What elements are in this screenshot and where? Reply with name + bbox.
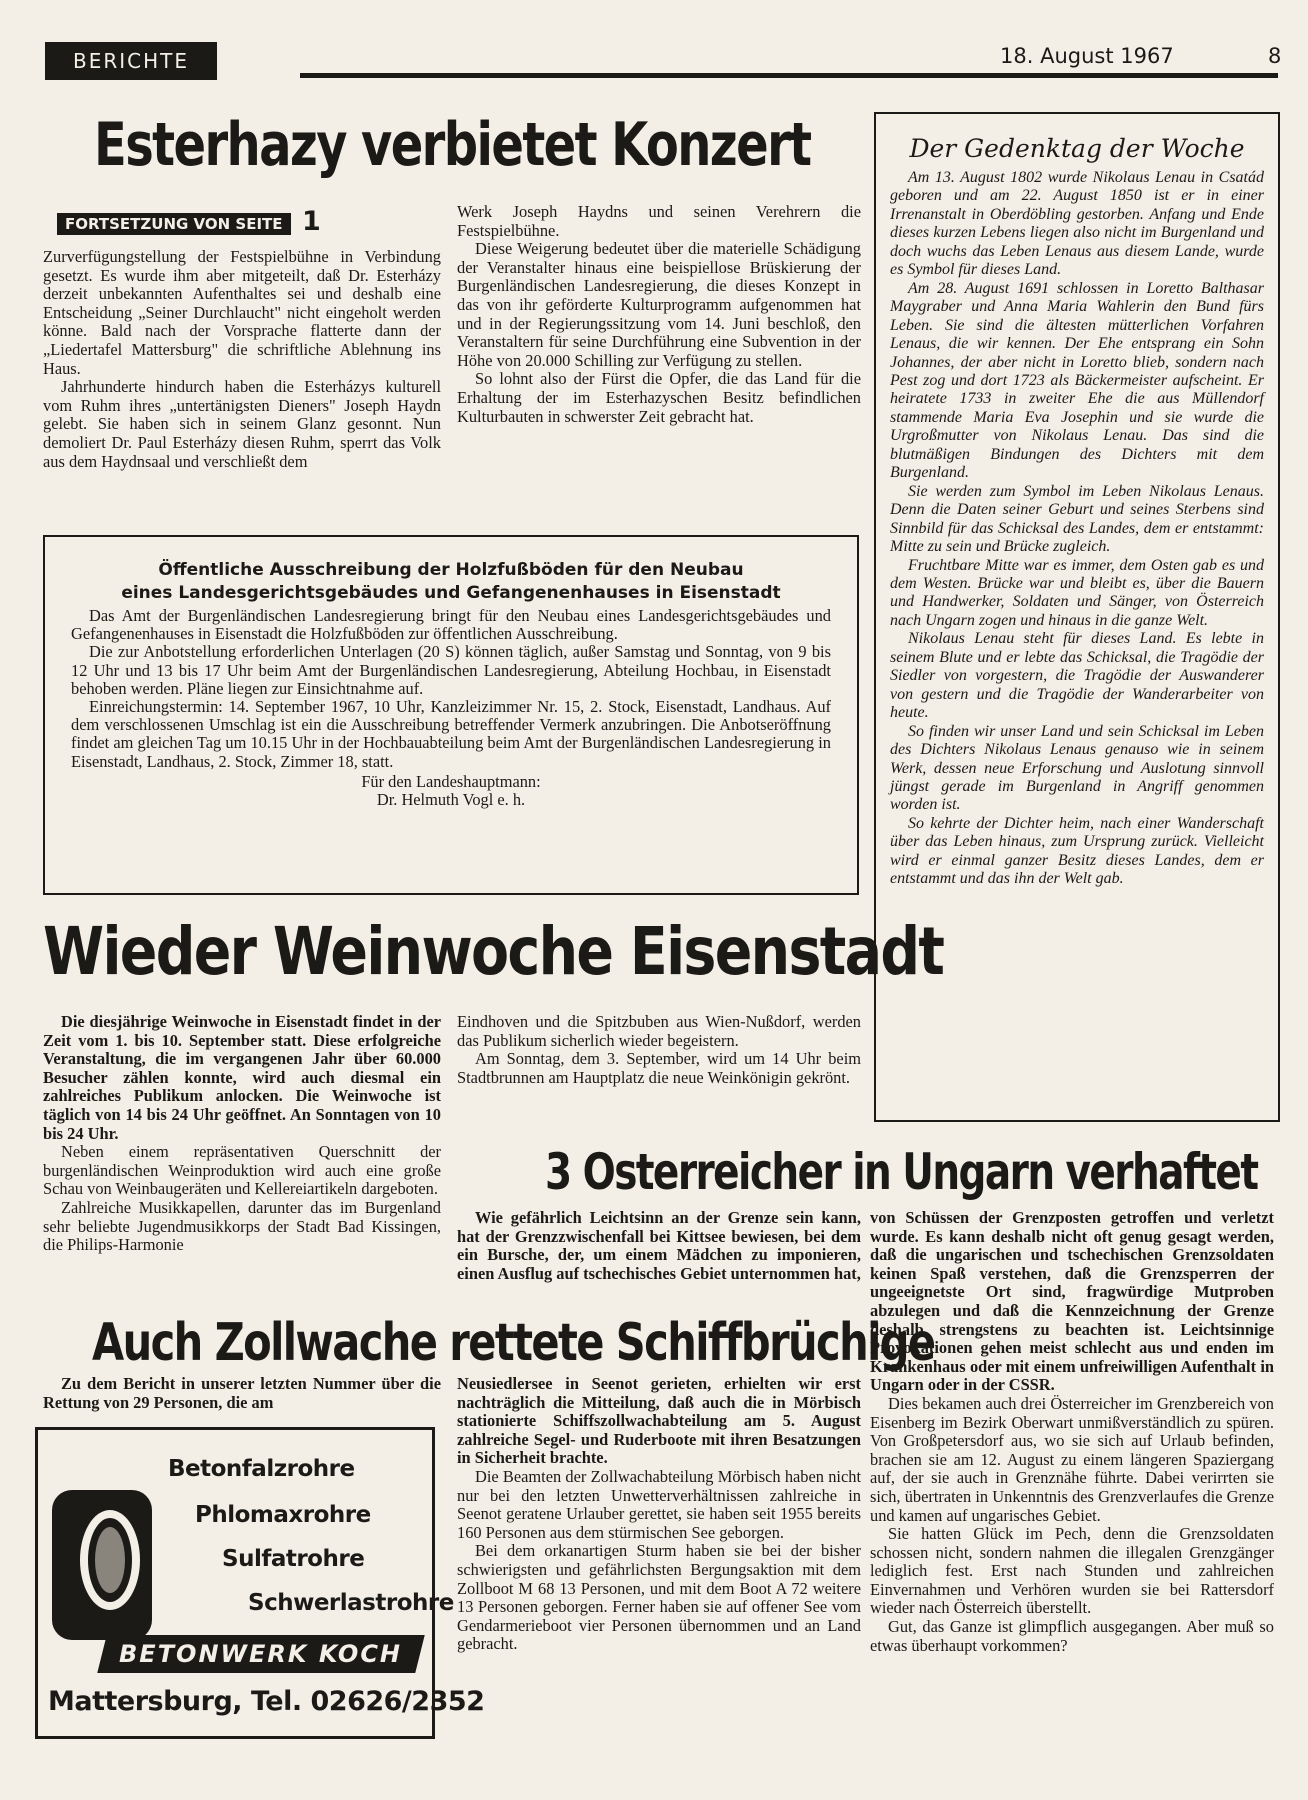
paragraph: Die zur Anbotstellung erforderlichen Unterlagen (20 S) können täglich, außer Samstag und Sonntag, von 9 bis 12 Uhr und 13 bis 17 Uhr beim Amt der Burgenländischen Landesregierung, Abteilung Hochbau, in Eisenstadt behoben werden. Pläne liegen zur Einsichtnahme auf. <box>71 642 831 698</box>
continuation-label: FORTSETZUNG VON SEITE <box>65 215 283 233</box>
tender-notice <box>43 535 859 895</box>
paragraph: Am Sonntag, dem 3. September, wird um 14 Uhr beim Stadtbrunnen am Hauptplatz die neue Weinkönigin gekrönt. <box>457 1049 861 1087</box>
paragraph: So lohnt also der Fürst die Opfer, die das Land für die Erhaltung der im Esterhazyschen Besitz befindlichen Kulturbauten in schwerster Zeit gebracht hat. <box>457 369 861 426</box>
gedenktag-body <box>890 169 1264 889</box>
lead-paragraph: Zu dem Bericht in unserer letzten Nummer über die Rettung von 29 Personen, die am <box>43 1374 441 1412</box>
ad-line1: Betonfalzrohre <box>168 1456 355 1482</box>
article4-headline: Auch Zollwache rettete Schiffbrüchige <box>92 1313 935 1373</box>
ad-contact: Mattersburg, Tel. 02626/2352 <box>48 1686 485 1717</box>
paragraph: Diese Weigerung bedeutet über die materielle Schädigung der Veranstalter hinaus eine beispiellose Brüskierung der Burgenländischen Landesregierung, die dieses Konzept in das von ihr geförderte Kulturprogramm aufgenommen hat und in der Regierungssitzung vom 14. Juni beschloß, den Veranstaltern für seine Durchführung eine Subvention in der Höhe von 20.000 Schilling zur Verfügung zu stellen. <box>457 239 861 370</box>
notice-title-line2: eines Landesgerichtsgebäudes und Gefangenenhauses in Eisenstadt <box>121 583 781 603</box>
continuation-tag <box>57 213 291 235</box>
notice-signature <box>71 773 831 809</box>
paragraph: Das Amt der Burgenländischen Landesregierung bringt für den Neubau eines Landesgerichtsgebäudes und Gefangenenhauses in Eisenstadt die Holzfußböden zur öffentlichen Ausschreibung. <box>71 606 831 644</box>
article1-col1 <box>43 248 441 471</box>
article4-lead-col1 <box>43 1375 441 1412</box>
page-number: 8 <box>1268 44 1282 68</box>
company-name: BETONWERK KOCH <box>119 1640 403 1668</box>
paragraph: Zahlreiche Musikkapellen, darunter das im Burgenland sehr beliebte Jugendmusikkorps der Stadt Bad Kissingen, die Philips-Harmonie <box>43 1197 441 1255</box>
article2-col2 <box>457 1013 861 1087</box>
paragraph: Dies bekamen auch drei Österreicher im Grenzbereich von Eisenberg im Bezirk Oberwart unmißverständlich zu spüren. Von Großpetersdorf aus, wo sie sich auf Urlaub befinden, brachen sie am 12. August zu einem längeren Spaziergang auf, der sie auch in Grenznähe führte. Dabei verirrten sie sich, übertraten in Unkenntnis des Grenzverlaufes die Grenze und kamen auf ungarisches Gebiet. <box>870 1393 1274 1525</box>
gedenktag-title: Der Gedenktag der Woche <box>909 134 1245 163</box>
notice-body <box>71 607 831 771</box>
ad-line2: Phlomaxrohre <box>195 1502 371 1528</box>
lead-paragraph: Die diesjährige Weinwoche in Eisenstadt findet in der Zeit vom 1. bis 10. September statt. Diese erfolgreiche Veranstaltung, die im vergangenen Jahr über 60.000 Besucher zählen konnte, wird auch diesmal ein zahlreiches Publikum anlocken. Die Weinwoche ist täglich von 14 bis 24 Uhr geöffnet. An Sonntagen von 10 bis 24 Uhr. <box>43 1012 441 1143</box>
paragraph: So kehrte der Dichter heim, nach einer Wanderschaft über das Leben hinaus, zum Ursprung zurück. Vielleicht wird er einmal ganzer Besitz dieses Landes, dem er entstammt und das ihn der Welt gab. <box>890 814 1264 888</box>
advertisement <box>35 1427 485 1739</box>
paragraph: Sie werden zum Symbol im Leben Nikolaus Lenaus. Denn die Daten seiner Geburt und seines Sterbens sind Sinnbild für das Schicksal des Landes, dem er entstammt: Mitte zu sein und Brücke zugleich. <box>890 482 1264 556</box>
paragraph: Einreichungstermin: 14. September 1967, 10 Uhr, Kanzleizimmer Nr. 15, 2. Stock, Eisenstadt, Landhaus. Auf dem verschlossenen Umschlag ist ein die Ausschreibung betreffender Vermerk anzubringen. Die Anbotseröffnung findet am gleichen Tag um 10.15 Uhr in der Hochbauabteilung beim Amt der Burgenländischen Landesregierung in Eisenstadt, Landhaus, 2. Stock, Zimmer 18, statt. <box>71 697 831 771</box>
paragraph: Nikolaus Lenau steht für dieses Land. Es lebte in seinem Blute und er lebte das Schicksal, die Tragödie der Siedler von vorgestern, die Tragödie der Auswanderer von gestern und die Tragödie der Wanderarbeiter von heute. <box>890 630 1264 722</box>
paragraph: Zurverfügungstellung der Festspielbühne in Verbindung gesetzt. Es wurde ihm aber mitgeteilt, daß Dr. Esterházy derzeit unbekannten Aufenthaltes sei und deshalb eine Entscheidung „Seiner Durchlaucht" nicht eingeholt werden könne. Bald nach der Vorsprache flatterte dann der „Liedertafel Mattersburg" die schriftliche Ablehnung ins Haus. <box>43 247 441 378</box>
article3-lead-col1 <box>457 1209 861 1283</box>
paragraph: Neben einem repräsentativen Querschnitt der burgenländischen Weinproduktion wird auch eine große Schau von Weinbaugeräten und Kellereiartikeln dargeboten. <box>43 1142 441 1199</box>
company-banner <box>97 1635 424 1673</box>
article3-headline: 3 Osterreicher in Ungarn verhaftet <box>545 1143 1258 1201</box>
paragraph: Gut, das Ganze ist glimpflich ausgegangen. Aber muß so etwas überhaupt vorkommen? <box>870 1617 1274 1655</box>
ad-line3: Sulfatrohre <box>222 1546 365 1572</box>
paragraph: Jahrhunderte hindurch haben die Esterházys kulturell vom Ruhm ihres „untertänigsten Dieners" Joseph Haydn gelebt. Sie haben sich in seinem Glanz gesonnt. Nun demoliert Dr. Paul Esterházy diesen Ruhm, sperrt das Volk aus dem Haydnsaal und verschließt dem <box>43 377 441 471</box>
article4-col2 <box>457 1375 861 1654</box>
article1-col2 <box>457 203 861 426</box>
paragraph: Eindhoven und die Spitzbuben aus Wien-Nußdorf, werden das Publikum sicherlich wieder begeistern. <box>457 1012 861 1050</box>
pipe-illustration <box>52 1490 152 1640</box>
article2-headline: Wieder Weinwoche Eisenstadt <box>43 913 944 990</box>
notice-title-line1: Öffentliche Ausschreibung der Holzfußböden für den Neubau <box>158 560 744 580</box>
header-rule <box>300 73 1278 78</box>
paragraph: Am 28. August 1691 schlossen in Loretto Balthasar Maygraber und Anna Maria Wahlerin den Bund fürs Leben. Sie sind die ältesten mütterlichen Vorfahren Lenaus, die wir kennen. Der Ehe entsprang ein Sohn Johannes, der aber nicht in Loretto blieb, sondern nach Pest zog und dort 1723 als Bäckermeister aufscheint. Er heiratete 1733 in zweiter Ehe die aus Müllendorf stammende Maria Eva Josephin und sie wurde die Urgroßmutter von Nikolaus Lenau. Das sind die blutmäßigen Bindungen des Dichters mit dem Burgenland. <box>890 279 1264 482</box>
section-label: BERICHTE <box>72 49 189 73</box>
paragraph: So finden wir unser Land und sein Schicksal im Leben des Dichters Nikolaus Lenaus genauso wie in seinem Werk, dessen neue Erforschung und Auslotung sinnvoll jüngst gerade im Burgenland in Angriff genommen worden ist. <box>890 722 1264 814</box>
paragraph: Bei dem orkanartigen Sturm haben sie bei der bisher schwierigsten und gefährlichsten Bergungsaktion mit dem Zollboot M 68 13 Personen, und mit dem Boot A 72 weitere 13 Personen geborgen. Ferner haben sie auf offener See vom Gendarmerieboot vier Personen übernommen und an Land gebracht. <box>457 1541 861 1654</box>
section-tag <box>45 42 217 80</box>
article1-headline: Esterhazy verbietet Konzert <box>94 110 811 180</box>
article2-col1 <box>43 1013 441 1255</box>
ad-line4: Schwerlastrohre <box>248 1590 454 1616</box>
paragraph: Fruchtbare Mitte war es immer, dem Osten gab es und dem Westen. Brücke war und bleibt es, über die Bauern und Handwerker, Soldaten und Sänger, von Österreich nach Ungarn zogen und hinaus in die ganze Welt. <box>890 556 1264 629</box>
pipe-icon <box>52 1490 152 1640</box>
lead-paragraph: Wie gefährlich Leichtsinn an der Grenze sein kann, hat der Grenzzwischenfall bei Kittsee bewiesen, bei dem ein Bursche, der, um einem Mädchen zu imponieren, einen Ausflug auf tschechisches Gebiet unternommen hat, <box>457 1208 861 1283</box>
lead-paragraph: von Schüssen der Grenzposten getroffen und verletzt wurde. Es kann deshalb nicht oft genug gesagt werden, daß die ungarischen und tschechischen Grenzsoldaten keinen Spaß verstehen, daß die Grenzsperren der ungeeignetste Ort sind, fragwürdige Mutproben abzulegen und daß die Kennzeichnung der Grenze deshalb strengstens zu beachten ist. Leichtsinnige Provokationen gehen meist schlecht aus und enden im Krankenhaus oder mit einem unfreiwilligen Aufenthalt in Ungarn oder in der CSSR. <box>870 1208 1274 1395</box>
continuation-page: 1 <box>302 206 321 237</box>
article3-col2 <box>870 1209 1274 1655</box>
paragraph: Am 13. August 1802 wurde Nikolaus Lenau in Csatád geboren und am 22. August 1850 ist er in einer Irrenanstalt in Oberdöbling gestorben. Anfang und Ende dieses kurzen Lebens liegen also nicht im Burgenland und doch wuchs das Leben Lenaus aus diesem Lande, wurde es Symbol für dieses Land. <box>890 169 1264 279</box>
lead-paragraph: Neusiedlersee in Seenot gerieten, erhielten wir erst nachträglich die Mitteilung, daß auch die in Mörbisch stationierte Schiffszollwachabteilung am 5. August zahlreiche Segel- und Ruderboote mit ihren Besatzungen in Sicherheit brachte. <box>457 1374 861 1468</box>
paragraph: Die Beamten der Zollwachabteilung Mörbisch haben nicht nur bei den letzten Unwetterverhältnissen zahlreiche in Seenot geratene Urlauber gerettet, sie haben seit 1955 bereits 160 Personen aus dem stürmischen See geborgen. <box>457 1466 861 1542</box>
issue-date: 18. August 1967 <box>1000 44 1174 68</box>
signature-line2: Dr. Helmuth Vogl e. h. <box>376 790 526 810</box>
signature-line1: Für den Landeshauptmann: <box>361 771 541 791</box>
paragraph: Werk Joseph Haydns und seinen Verehrern die Festspielbühne. <box>457 202 861 240</box>
paragraph: Sie hatten Glück im Pech, denn die Grenzsoldaten schossen nicht, sondern nahmen die illegalen Grenzgänger lediglich fest. Erst nach Stunden und zahlreichen Einvernahmen und Verhören wurden sie bei Rattersdorf wieder nach Österreich überstellt. <box>870 1524 1274 1618</box>
